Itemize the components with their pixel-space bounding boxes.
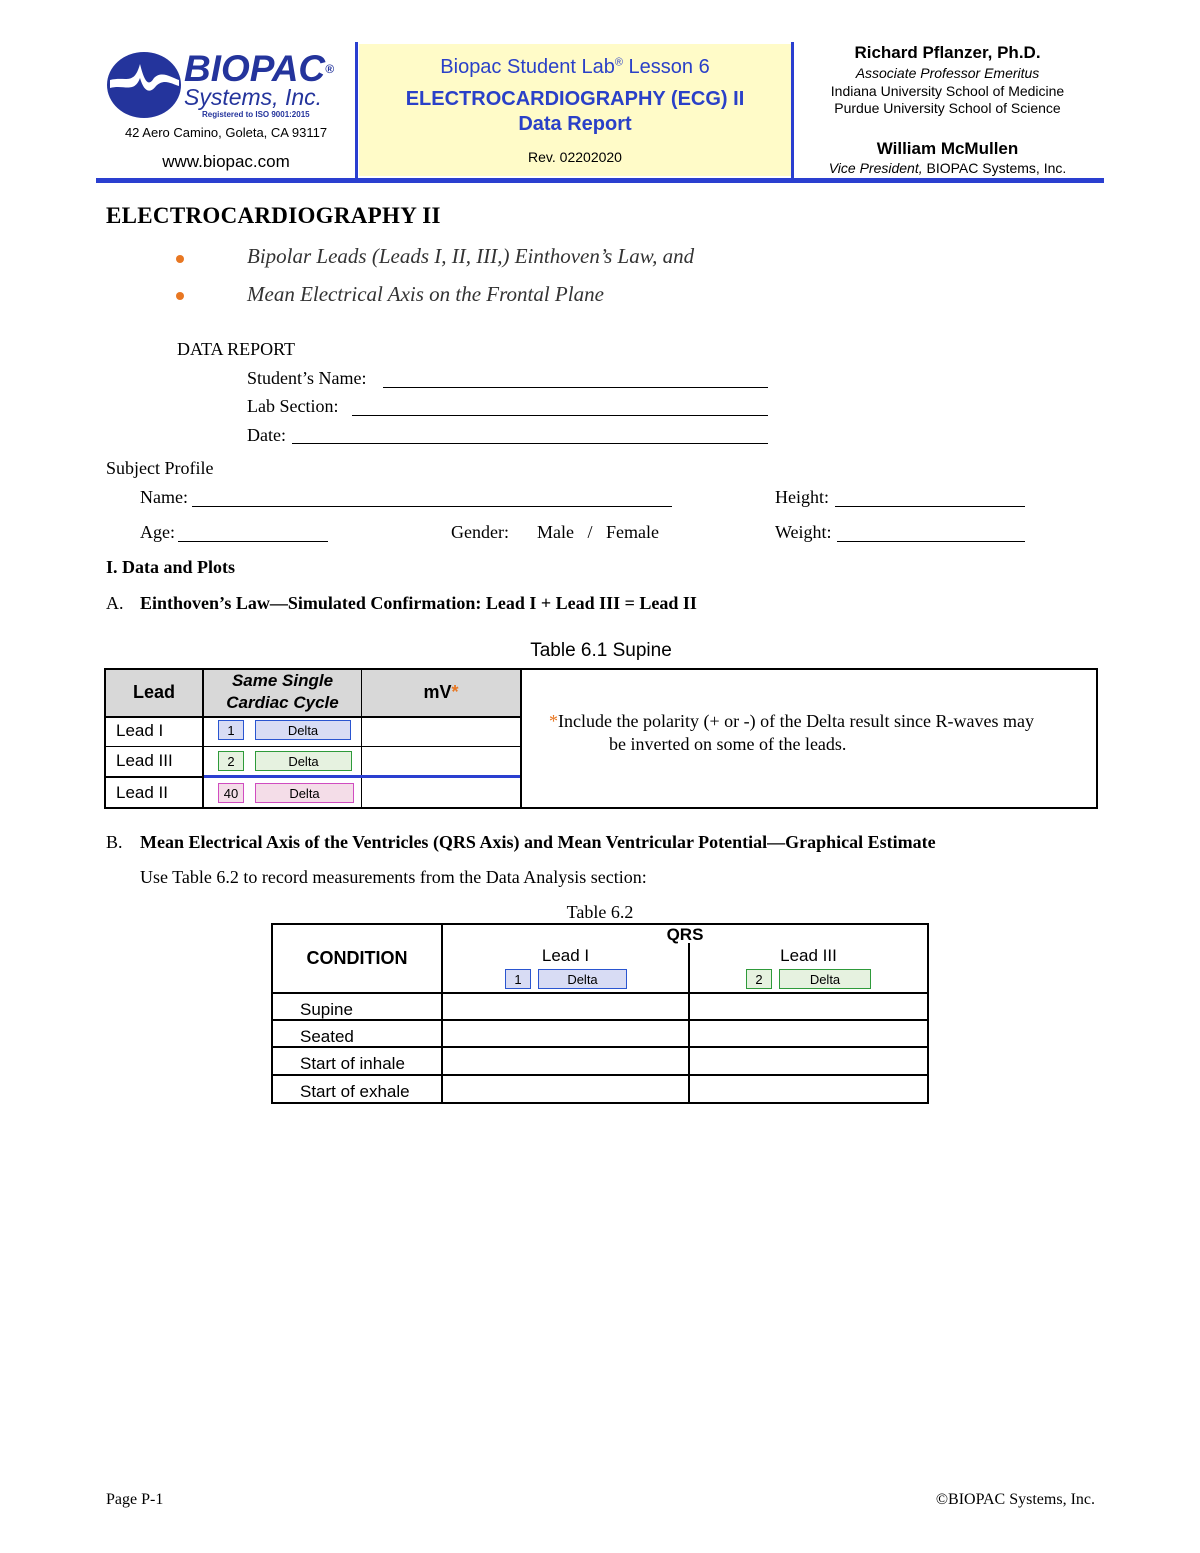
channel-number-box[interactable]: 40 <box>218 783 244 803</box>
qrs-lead-iii-input[interactable] <box>690 1021 927 1046</box>
measurement-delta-box[interactable]: Delta <box>255 751 352 771</box>
measurement-delta-box[interactable]: Delta <box>779 969 871 989</box>
logo-brand <box>184 50 334 88</box>
mv-input-lead-i[interactable] <box>362 718 520 746</box>
logo-brand-text: BIOPAC <box>184 48 326 89</box>
header-lesson <box>359 56 791 79</box>
bullet-icon <box>176 255 184 263</box>
table-6-1-note-line2: be inverted on some of the leads. <box>609 734 847 754</box>
mv-input-lead-ii[interactable] <box>362 778 520 807</box>
author1-affiliation-1: Indiana University School of Medicine <box>830 83 1065 99</box>
section-a-title: Einthoven’s Law—Simulated Confirmation: Lead I + Lead III = Lead II <box>140 593 697 613</box>
logo-subtitle: Systems, Inc. <box>184 84 323 110</box>
student-name-field[interactable] <box>383 387 768 388</box>
condition-row-label: Start of inhale <box>300 1054 405 1073</box>
measurement-delta-box[interactable]: Delta <box>538 969 627 989</box>
subject-profile-heading: Subject Profile <box>106 458 214 478</box>
copyright: ©BIOPAC Systems, Inc. <box>935 1491 1095 1508</box>
page-title: ELECTROCARDIOGRAPHY II <box>106 203 441 228</box>
age-label: Age: <box>140 522 175 542</box>
subject-name-field[interactable] <box>192 506 672 507</box>
qrs-lead-iii-input[interactable] <box>690 994 927 1019</box>
logo-iso: Registered to ISO 9001:2015 <box>202 110 310 119</box>
table-6-1-caption: Table 6.1 Supine <box>530 640 672 661</box>
student-name-label: Student’s Name: <box>247 368 367 388</box>
page-number: Page P-1 <box>106 1491 164 1508</box>
lesson-label: Biopac Student Lab <box>440 56 615 78</box>
author2-name: William McMullen <box>876 139 1019 158</box>
header-lesson-title: ELECTROCARDIOGRAPHY (ECG) II <box>405 88 745 110</box>
table-6-2-caption: Table 6.2 <box>566 902 634 922</box>
biopac-logo <box>106 50 336 120</box>
qrs-lead-i-input[interactable] <box>443 1076 688 1102</box>
section-b-letter: B. <box>106 832 123 852</box>
row-divider <box>106 776 204 778</box>
qrs-lead-iii-input[interactable] <box>690 1076 927 1102</box>
qrs-lead-i-input[interactable] <box>443 1021 688 1046</box>
col-header-lead: Lead <box>132 682 175 702</box>
author2-title-italic: Vice President, <box>828 160 923 176</box>
measurement-delta-box[interactable]: Delta <box>255 783 354 803</box>
section-b-description: Use Table 6.2 to record measurements from the Data Analysis section: <box>140 867 647 887</box>
row-lead-label: Lead II <box>116 783 168 802</box>
col-divider <box>520 670 522 807</box>
lab-section-label: Lab Section: <box>247 396 339 416</box>
author1-name: Richard Pflanzer, Ph.D. <box>854 43 1041 62</box>
section-b-title: Mean Electrical Axis of the Ventricles (QRS Axis) and Mean Ventricular Potential—Graphical Estimate <box>140 832 936 852</box>
weight-field[interactable] <box>837 541 1025 542</box>
lesson-registered-mark: ® <box>614 56 623 69</box>
section-1-heading: I. Data and Plots <box>106 557 236 577</box>
channel-number-box[interactable]: 2 <box>218 751 244 771</box>
mv-asterisk: * <box>451 682 459 702</box>
company-website[interactable]: www.biopac.com <box>162 152 290 171</box>
lab-section-field[interactable] <box>352 415 768 416</box>
col-header-lead-i: Lead I <box>541 946 590 965</box>
biopac-globe-icon <box>106 50 182 120</box>
condition-row-label: Start of exhale <box>300 1082 410 1101</box>
condition-row-label: Seated <box>300 1027 354 1046</box>
mv-label: mV <box>423 682 452 702</box>
channel-number-box[interactable]: 2 <box>746 969 772 989</box>
logo-registered-mark: ® <box>325 62 334 76</box>
height-field[interactable] <box>835 506 1025 507</box>
gender-label: Gender: <box>451 522 509 542</box>
weight-label: Weight: <box>775 522 832 542</box>
author2-title-rest: BIOPAC Systems, Inc. <box>922 160 1067 176</box>
qrs-lead-iii-input[interactable] <box>690 1048 927 1074</box>
qrs-lead-i-input[interactable] <box>443 1048 688 1074</box>
bullet-item-1: Bipolar Leads (Leads I, II, III,) Einthoven’s Law, and <box>247 244 695 268</box>
date-field[interactable] <box>292 443 768 444</box>
table-6-1-note-line1 <box>549 711 1034 732</box>
data-report-heading: DATA REPORT <box>177 339 295 359</box>
header-rule <box>96 178 1104 183</box>
channel-number-box[interactable]: 1 <box>505 969 531 989</box>
date-label: Date: <box>247 425 286 445</box>
col-header-mv <box>362 682 520 703</box>
section-a-letter: A. <box>106 593 124 613</box>
age-field[interactable] <box>178 541 328 542</box>
measurement-delta-box[interactable]: Delta <box>255 720 351 740</box>
channel-number-box[interactable]: 1 <box>218 720 244 740</box>
note-text-1: Include the polarity (+ or -) of the Delta result since R-waves may <box>558 711 1034 731</box>
col-header-lead-iii: Lead III <box>780 946 837 965</box>
subject-name-label: Name: <box>140 487 188 507</box>
condition-row-label: Supine <box>300 1000 353 1019</box>
lesson-number: Lesson 6 <box>622 56 710 78</box>
company-address: 42 Aero Camino, Goleta, CA 93117 <box>124 125 328 140</box>
header-divider-right <box>791 42 794 178</box>
col-header-qrs: QRS <box>666 925 704 944</box>
bullet-item-2: Mean Electrical Axis on the Frontal Plane <box>247 282 604 306</box>
note-asterisk: * <box>549 711 558 731</box>
col-header-condition: CONDITION <box>306 948 408 968</box>
header-report-title: Data Report <box>518 113 632 135</box>
author1-affiliation-2: Purdue University School of Science <box>834 100 1061 116</box>
author2-title <box>795 160 1100 176</box>
header-revision: Rev. 02202020 <box>528 149 622 165</box>
height-label: Height: <box>775 487 829 507</box>
bullet-icon <box>176 292 184 300</box>
col-header-cardiac-cycle: Same Single Cardiac Cycle <box>226 671 339 712</box>
row-lead-label: Lead III <box>116 751 173 770</box>
author1-title: Associate Professor Emeritus <box>855 65 1040 81</box>
gender-options[interactable]: Male / Female <box>537 522 659 542</box>
mv-input-lead-iii[interactable] <box>362 747 520 775</box>
row-lead-label: Lead I <box>116 721 164 740</box>
qrs-lead-i-input[interactable] <box>443 994 688 1019</box>
